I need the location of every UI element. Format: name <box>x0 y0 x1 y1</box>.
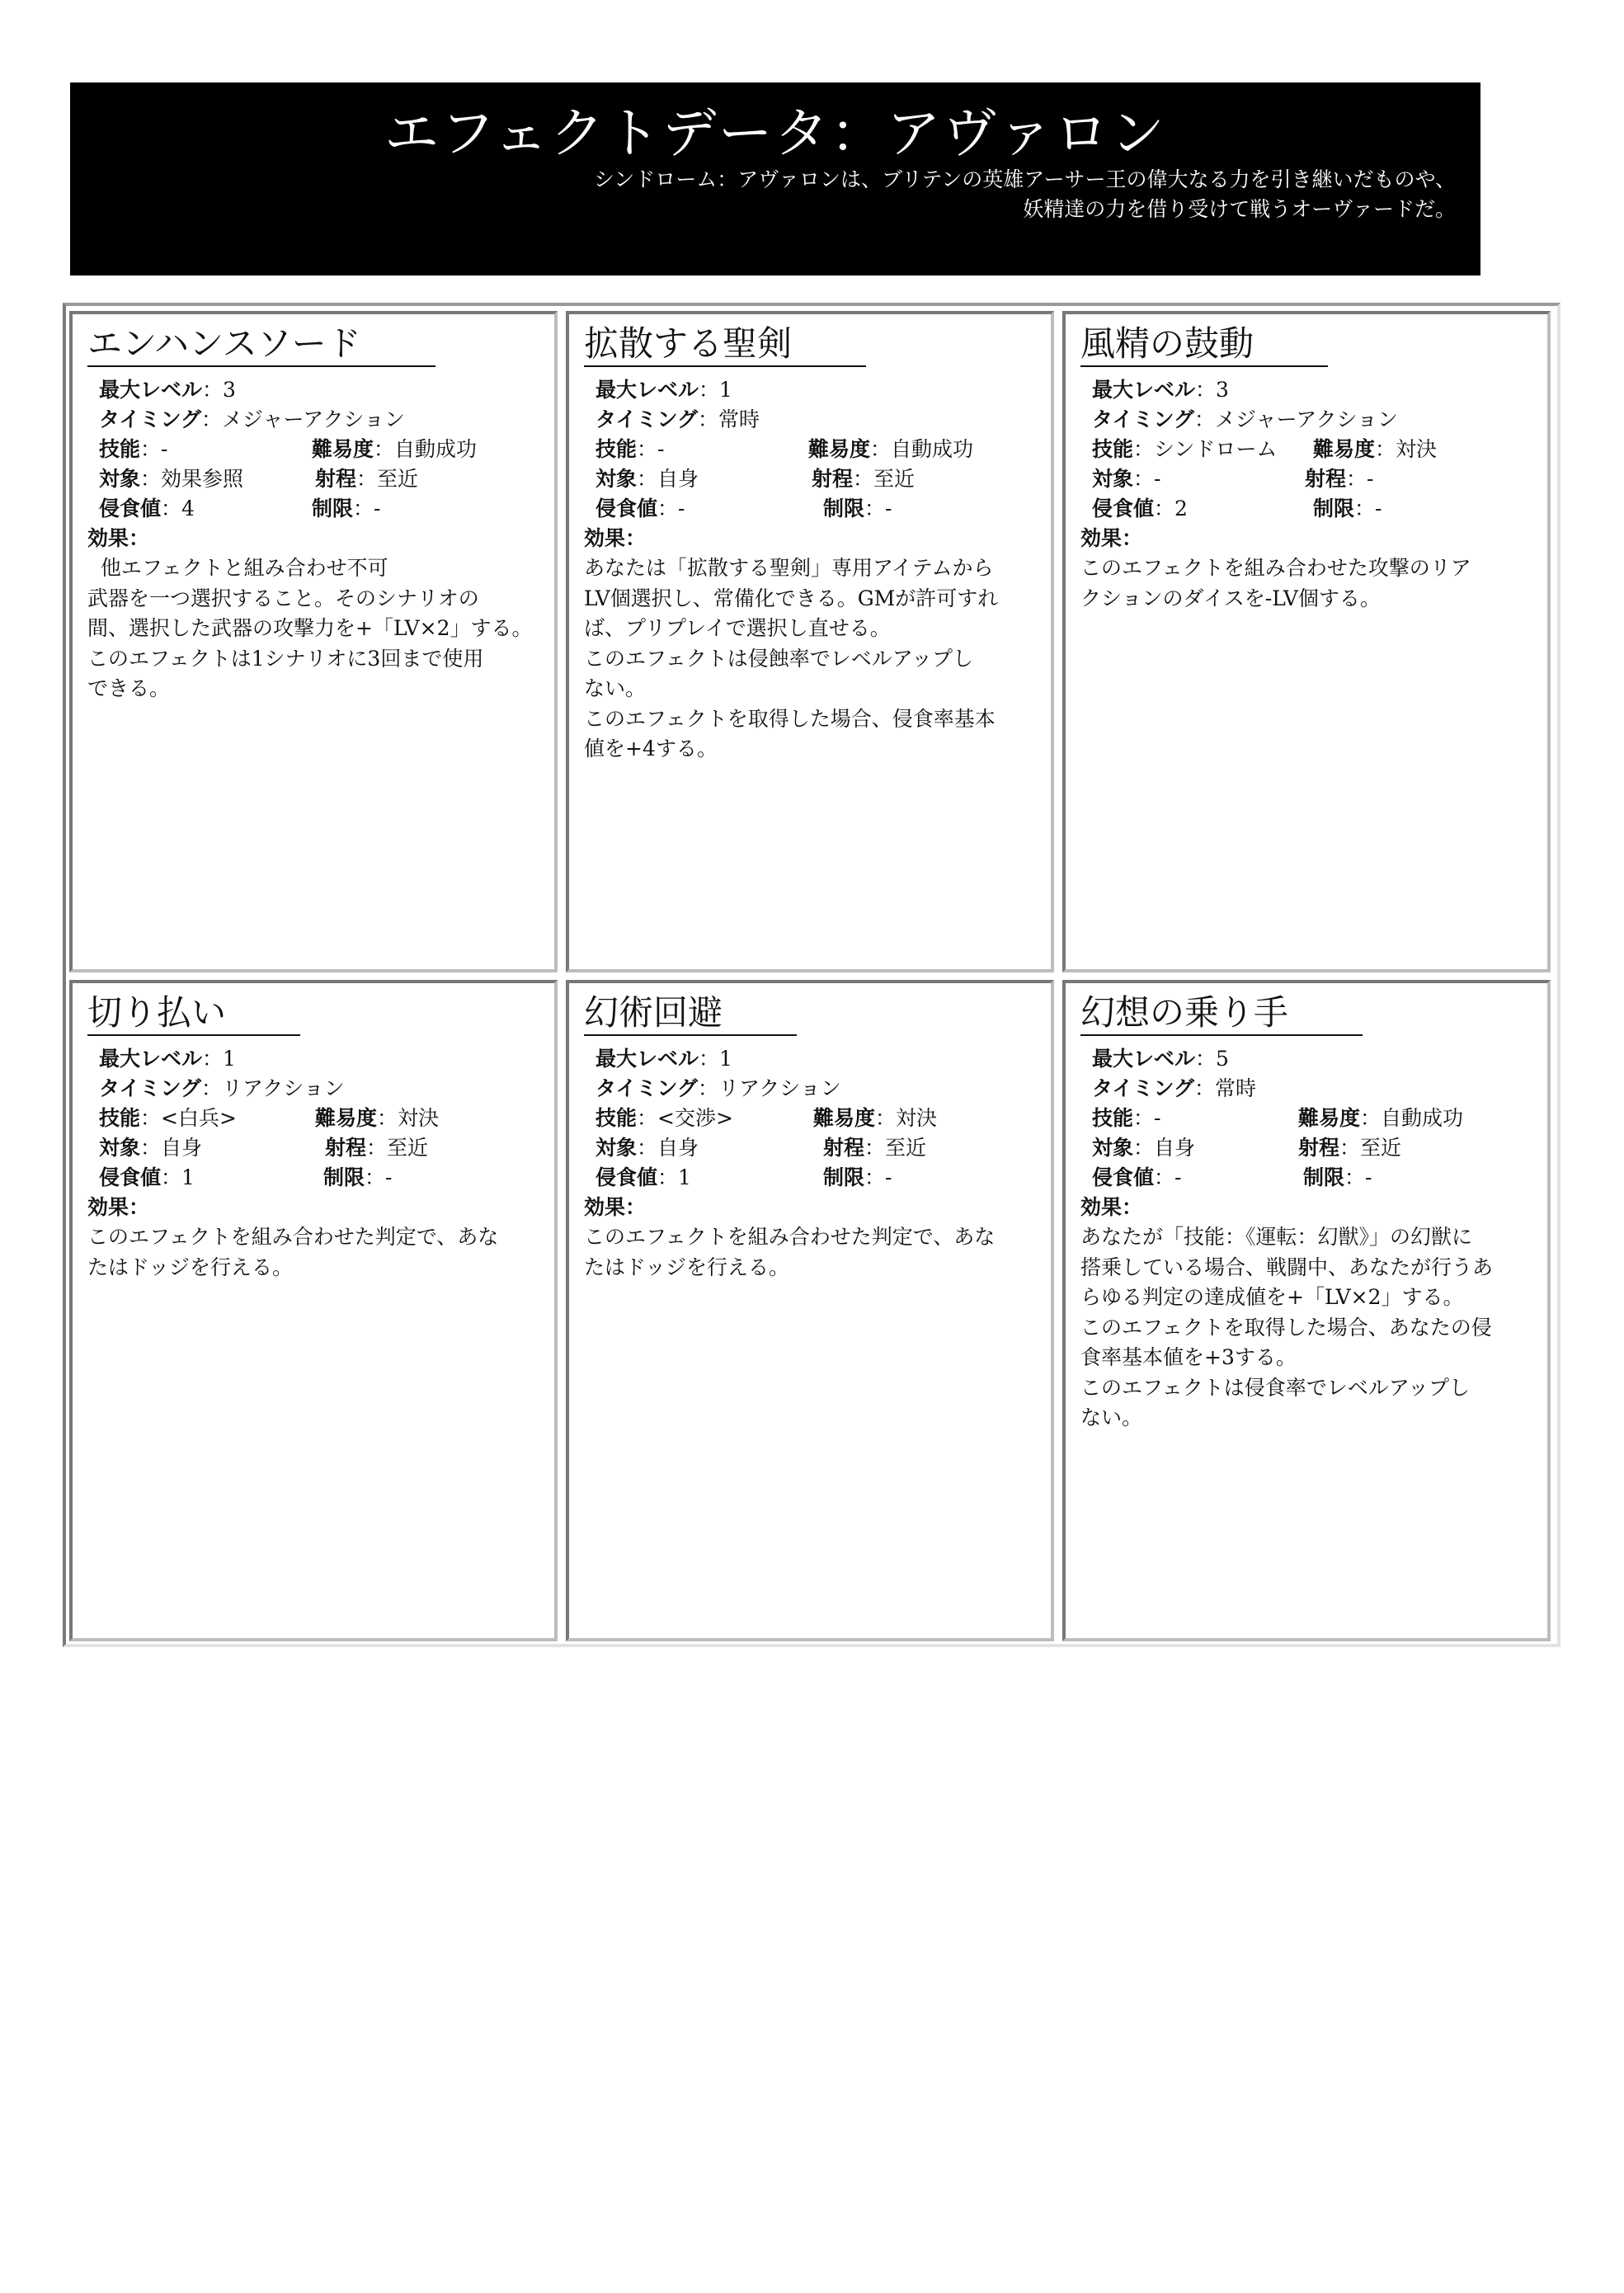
effect-name: エンハンスソード <box>87 323 435 367</box>
stat-target-range <box>87 1133 543 1163</box>
stat-skill-difficulty <box>1080 435 1536 464</box>
effect-label: 効果： <box>87 1195 150 1219</box>
stat-max-level <box>584 375 1039 405</box>
effect-card-1 <box>69 311 558 972</box>
limit-label: 制限 <box>1313 497 1355 520</box>
page-title: エフェクトデータ：アヴァロン <box>384 101 1167 165</box>
stat-target-range <box>1080 1133 1536 1163</box>
stat-target-range <box>1080 464 1536 494</box>
range-label: 射程 <box>325 1136 367 1160</box>
erosion-value: ：- <box>657 497 685 520</box>
max-level-label: 最大レベル <box>595 378 699 402</box>
difficulty-value: ：対決 <box>377 1106 440 1130</box>
effect-card-5 <box>566 980 1054 1641</box>
range-value: ：至近 <box>1339 1136 1402 1160</box>
erosion-label: 侵食値 <box>1092 1165 1155 1189</box>
effect-text: このエフェクトを組み合わせた攻撃のリア クションのダイスを-LV個する。 <box>1080 556 1471 610</box>
range-label: 射程 <box>1305 467 1347 491</box>
range-label: 射程 <box>823 1136 865 1160</box>
difficulty-label: 難易度 <box>813 1106 876 1130</box>
limit-label: 制限 <box>312 497 354 520</box>
max-level-label: 最大レベル <box>1092 1047 1196 1071</box>
difficulty-label: 難易度 <box>1313 437 1376 461</box>
effect-label: 効果： <box>584 526 647 550</box>
max-level-value: ：1 <box>699 378 732 402</box>
effect-card-4 <box>69 980 558 1641</box>
skill-value: ：- <box>637 437 665 461</box>
effect-name: 風精の鼓動 <box>1080 323 1328 367</box>
target-value: ：自身 <box>140 1136 203 1160</box>
effect-text: 他エフェクトと組み合わせ不可 武器を一つ選択すること。そのシナリオの 間、選択した武器の攻撃力を+「LV×2」する。 このエフェクトは1シナリオに3回まで使用 できる。 <box>87 556 533 700</box>
max-level-label: 最大レベル <box>595 1047 699 1071</box>
stat-max-level <box>87 1044 543 1074</box>
target-label: 対象 <box>1092 1136 1134 1160</box>
skill-label: 技能 <box>595 1106 638 1130</box>
difficulty-label: 難易度 <box>1298 1106 1361 1130</box>
effect-card-3 <box>1062 311 1551 972</box>
subtitle-line-1: シンドローム：アヴァロンは、ブリテンの英雄アーサー王の偉大なる力を引き継いだものや、 <box>593 167 1456 191</box>
max-level-value: ：3 <box>202 378 236 402</box>
limit-label: 制限 <box>1303 1165 1345 1189</box>
limit-label: 制限 <box>823 1165 865 1189</box>
erosion-value: ：1 <box>657 1165 691 1189</box>
skill-value: ：- <box>140 437 168 461</box>
page-subtitle <box>384 165 1456 224</box>
skill-label: 技能 <box>1092 1106 1134 1130</box>
timing-value: ：メジャーアクション <box>201 407 406 431</box>
timing-value: ：常時 <box>698 407 760 431</box>
target-label: 対象 <box>99 467 141 491</box>
erosion-label: 侵食値 <box>99 497 162 520</box>
stat-target-range <box>584 1133 1039 1163</box>
target-label: 対象 <box>595 1136 638 1160</box>
timing-label: タイミング <box>99 1076 202 1100</box>
subtitle-line-2: 妖精達の力を借り受けて戦うオーヴァードだ。 <box>1023 197 1456 221</box>
effect-text: このエフェクトを組み合わせた判定で、あな たはドッジを行える。 <box>584 1225 996 1279</box>
skill-label: 技能 <box>595 437 638 461</box>
stat-timing <box>1080 405 1536 435</box>
erosion-value: ：- <box>1154 1165 1182 1189</box>
skill-value: ：- <box>1133 1106 1161 1130</box>
timing-label: タイミング <box>99 407 202 431</box>
erosion-value: ：2 <box>1154 497 1188 520</box>
skill-value: ：<交渉> <box>637 1106 733 1130</box>
erosion-value: ：4 <box>161 497 195 520</box>
skill-value: ：<白兵> <box>140 1106 237 1130</box>
stat-timing <box>584 405 1039 435</box>
effect-text: あなたは「拡散する聖剣」専用アイテムから LV個選択し、常備化できる。GMが許可すれ ば、プリプレイで選択し直せる。 このエフェクトは侵蝕率でレベルアップし ない。 このエフェクトを取得した場合、侵食率基本 値を+4する。 <box>584 556 999 760</box>
timing-label: タイミング <box>1092 407 1195 431</box>
erosion-label: 侵食値 <box>595 497 658 520</box>
max-level-label: 最大レベル <box>1092 378 1196 402</box>
stat-max-level <box>1080 1044 1536 1074</box>
target-label: 対象 <box>99 1136 141 1160</box>
effect-name: 拡散する聖剣 <box>584 323 866 367</box>
skill-value: ：シンドローム <box>1133 437 1278 461</box>
max-level-value: ：5 <box>1195 1047 1229 1071</box>
effect-card-6 <box>1062 980 1551 1641</box>
stat-timing <box>1080 1074 1536 1104</box>
stat-erosion-limit <box>1080 1163 1536 1193</box>
range-value: ：- <box>1346 467 1374 491</box>
skill-label: 技能 <box>99 437 141 461</box>
limit-value: ：- <box>365 1165 393 1189</box>
stat-target-range <box>87 464 543 494</box>
erosion-value: ：1 <box>161 1165 195 1189</box>
timing-label: タイミング <box>595 407 699 431</box>
range-value: ：至近 <box>853 467 916 491</box>
effect-label: 効果： <box>584 1195 647 1219</box>
limit-value: ：- <box>353 497 381 520</box>
stat-skill-difficulty <box>87 435 543 464</box>
effect-text: このエフェクトを組み合わせた判定で、あな たはドッジを行える。 <box>87 1225 499 1279</box>
stat-max-level <box>584 1044 1039 1074</box>
stat-max-level <box>1080 375 1536 405</box>
stat-erosion-limit <box>87 494 543 524</box>
stat-erosion-limit <box>1080 494 1536 524</box>
range-label: 射程 <box>1298 1136 1340 1160</box>
timing-value: ：メジャーアクション <box>1194 407 1399 431</box>
stat-erosion-limit <box>584 494 1039 524</box>
timing-value: ：リアクション <box>201 1076 345 1100</box>
max-level-value: ：1 <box>699 1047 732 1071</box>
difficulty-value: ：自動成功 <box>374 437 478 461</box>
target-label: 対象 <box>1092 467 1134 491</box>
target-value: ：自身 <box>637 1136 699 1160</box>
stat-skill-difficulty <box>87 1104 543 1133</box>
difficulty-value: ：自動成功 <box>1360 1106 1464 1130</box>
effect-name: 幻術回避 <box>584 991 797 1036</box>
timing-value: ：リアクション <box>698 1076 841 1100</box>
difficulty-value: ：自動成功 <box>870 437 974 461</box>
timing-label: タイミング <box>1092 1076 1195 1100</box>
header-banner <box>70 82 1480 275</box>
range-value: ：至近 <box>356 467 419 491</box>
limit-value: ：- <box>864 497 892 520</box>
target-value: ：自身 <box>637 467 699 491</box>
skill-label: 技能 <box>1092 437 1134 461</box>
max-level-label: 最大レベル <box>99 378 203 402</box>
max-level-value: ：3 <box>1195 378 1229 402</box>
stat-erosion-limit <box>584 1163 1039 1193</box>
difficulty-label: 難易度 <box>808 437 871 461</box>
target-value: ：効果参照 <box>140 467 244 491</box>
limit-label: 制限 <box>823 497 865 520</box>
effect-name: 切り払い <box>87 991 300 1036</box>
range-value: ：至近 <box>366 1136 429 1160</box>
erosion-label: 侵食値 <box>1092 497 1155 520</box>
timing-label: タイミング <box>595 1076 699 1100</box>
effect-label: 効果： <box>87 526 150 550</box>
stat-max-level <box>87 375 543 405</box>
range-value: ：至近 <box>864 1136 927 1160</box>
difficulty-label: 難易度 <box>315 1106 378 1130</box>
limit-value: ：- <box>864 1165 892 1189</box>
limit-value: ：- <box>1344 1165 1372 1189</box>
difficulty-value: ：対決 <box>1375 437 1438 461</box>
stat-timing <box>87 1074 543 1104</box>
effect-label: 効果： <box>1080 526 1143 550</box>
effect-name: 幻想の乗り手 <box>1080 991 1363 1036</box>
erosion-label: 侵食値 <box>595 1165 658 1189</box>
stat-timing <box>87 405 543 435</box>
stat-target-range <box>584 464 1039 494</box>
stat-skill-difficulty <box>584 1104 1039 1133</box>
limit-value: ：- <box>1354 497 1382 520</box>
stat-skill-difficulty <box>1080 1104 1536 1133</box>
target-label: 対象 <box>595 467 638 491</box>
target-value: ：自身 <box>1133 1136 1196 1160</box>
effect-label: 効果： <box>1080 1195 1143 1219</box>
effect-card-2 <box>566 311 1054 972</box>
difficulty-label: 難易度 <box>312 437 374 461</box>
effect-text: あなたが「技能：《運転：幻獣》」の幻獣に 搭乗している場合、戦闘中、あなたが行うあ らゆる判定の達成値を+「LV×2」する。 このエフェクトを取得した場合、あなたの侵 食率基本値を+3する。 このエフェクトは侵食率でレベルアップし ない。 <box>1080 1225 1494 1429</box>
max-level-value: ：1 <box>202 1047 236 1071</box>
timing-value: ：常時 <box>1194 1076 1257 1100</box>
limit-label: 制限 <box>323 1165 365 1189</box>
range-label: 射程 <box>812 467 854 491</box>
skill-label: 技能 <box>99 1106 141 1130</box>
stat-skill-difficulty <box>584 435 1039 464</box>
erosion-label: 侵食値 <box>99 1165 162 1189</box>
max-level-label: 最大レベル <box>99 1047 203 1071</box>
difficulty-value: ：対決 <box>875 1106 938 1130</box>
range-label: 射程 <box>315 467 357 491</box>
stat-timing <box>584 1074 1039 1104</box>
stat-erosion-limit <box>87 1163 543 1193</box>
target-value: ：- <box>1133 467 1161 491</box>
